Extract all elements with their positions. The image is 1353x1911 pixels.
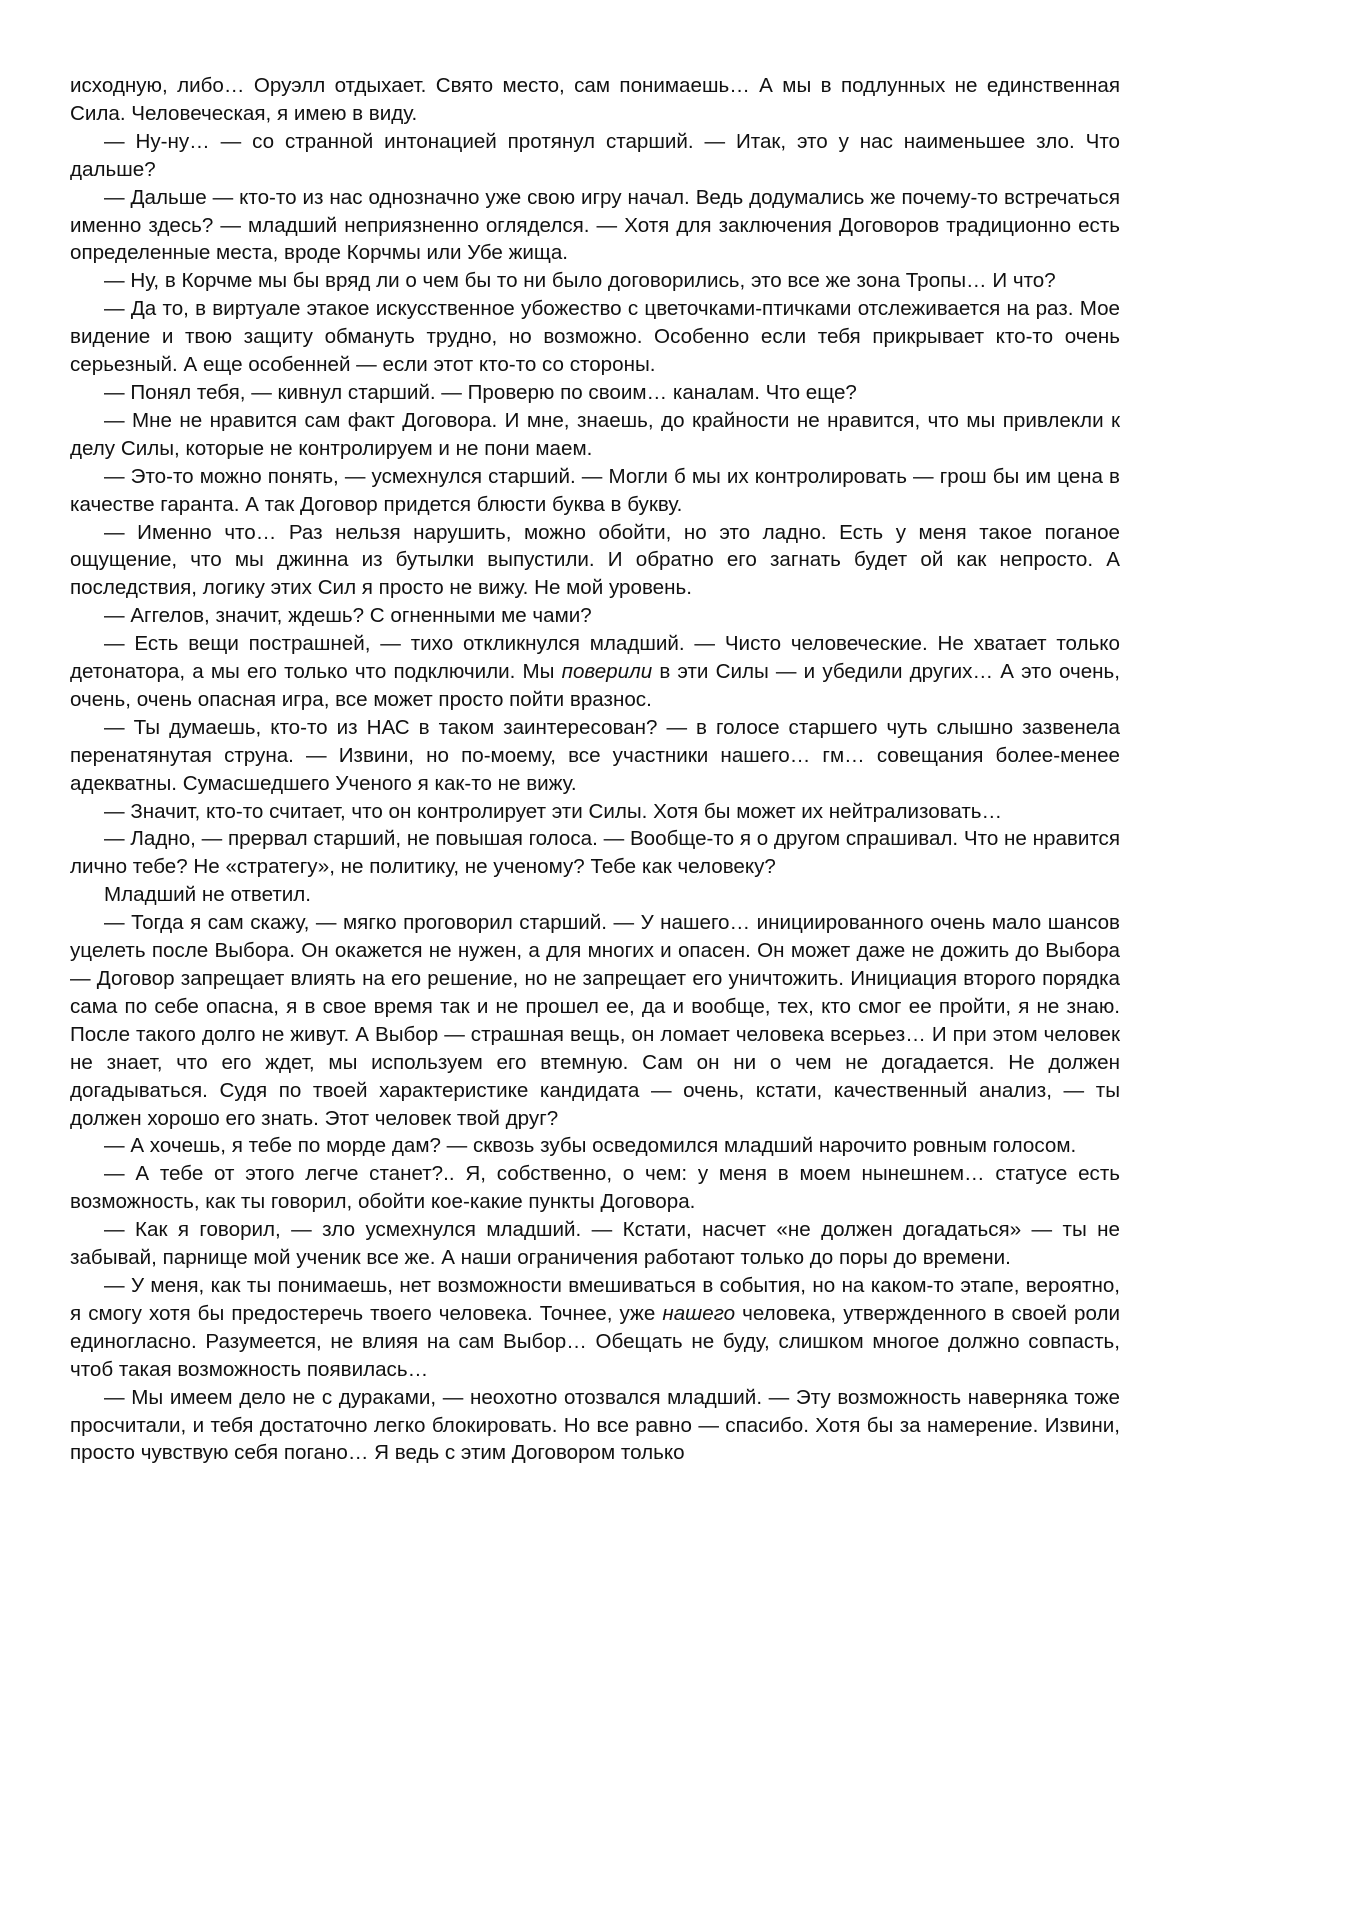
paragraph-8: — Это-то можно понять, — усмехнулся старший. — Могли б мы их контролировать — грош бы им цена в качестве гаранта. А так Договор придется блюсти буква в букву.: [70, 464, 1120, 516]
document-page: [70, 72, 1120, 1467]
paragraph-12: — Ты думаешь, кто-то из НАС в таком заинтересован? — в голосе старшего чуть слышно зазвенела перенатянутая струна. — Извини, но по-моему, все участники нашего… гм… совещания более-менее адекватны. Сумасшедшего Ученого я как-то не вижу.: [70, 715, 1120, 795]
paragraph-2: — Ну-ну… — со странной интонацией протянул старший. — Итак, это у нас наименьшее зло. Что дальше?: [70, 129, 1120, 181]
paragraph-3: — Дальше — кто-то из нас однозначно уже свою игру начал. Ведь додумались же почему-то встречаться именно здесь? — младший неприязненно огляделся. — Хотя для заключения Договоров традиционно есть определенные места, вроде Корчмы или Убе жища.: [70, 185, 1120, 265]
italic-word: поверили: [561, 660, 653, 684]
paragraph-9: — Именно что… Раз нельзя нарушить, можно обойти, но это ладно. Есть у меня такое поганое ощущение, что мы джинна из бутылки выпустили. И обратно его загнать будет ой как непросто. А последствия, логику этих Сил я просто не вижу. Не мой уровень.: [70, 520, 1120, 600]
paragraph-10: — Аггелов, значит, ждешь? С огненными ме чами?: [104, 604, 592, 628]
paragraph-16: — Тогда я сам скажу, — мягко проговорил старший. — У нашего… инициированного очень мало шансов уцелеть после Выбора. Он окажется не нужен, а для многих и опасен. Он может даже не дожить до Выбора — Договор запрещает влиять на его решение, но не запрещает его уничтожить. Инициация второго порядка сама по себе опасна, я в свое время так и не прошел ее, да и вообще, тех, кто смог ее пройти, я не знаю. После такого долго не живут. А Выбор — страшная вещь, он ломает человека всерьез… И при этом человек не знает, что его ждет, мы используем его втемную. Сам он ни о чем не догадается. Не должен догадываться. Судя по твоей характеристике кандидата — очень, кстати, качественный анализ, — ты должен хорошо его знать. Этот человек твой друг?: [70, 911, 1120, 1130]
paragraph-20: — У меня, как ты понимаешь, нет возможности вмешиваться в события, но на каком-то этапе, вероятно, я смогу хотя бы предостеречь твоего человека. Точнее, уже нашего человека, утвержденного в своей роли единогласно. Разумеется, не влияя на сам Выбор… Обещать не буду, слишком многое должно совпасть, чтоб такая возможность появилась…: [70, 1273, 1120, 1381]
paragraph-17: — А хочешь, я тебе по морде дам? — сквозь зубы осведомился младший нарочито ровным голосом.: [104, 1134, 1077, 1158]
paragraph-11: — Есть вещи пострашней, — тихо откликнулся младший. — Чисто человеческие. Не хватает только детонатора, а мы его только что подключили. Мы поверили в эти Силы — и убедили других… А это очень, очень, очень опасная игра, все может просто пойти вразнос.: [70, 632, 1121, 711]
paragraph-1: исходную, либо… Оруэлл отдыхает. Свято место, сам понимаешь… А мы в подлунных не единственная Сила. Человеческая, я имею в виду.: [70, 74, 1120, 125]
italic-word: нашего: [662, 1301, 736, 1325]
paragraph-15: Младший не ответил.: [104, 883, 312, 907]
paragraph-18: — А тебе от этого легче станет?.. Я, собственно, о чем: у меня в моем нынешнем… статусе есть возможность, как ты говорил, обойти кое-какие пункты Договора.: [70, 1162, 1120, 1214]
paragraph-4: — Ну, в Корчме мы бы вряд ли о чем бы то ни было договорились, это все же зона Тропы… И что?: [104, 269, 1056, 293]
paragraph-14: — Ладно, — прервал старший, не повышая голоса. — Вообще-то я о другом спрашивал. Что не нравится лично тебе? Не «стратегу», не политику, не ученому? Тебе как человеку?: [70, 827, 1120, 879]
paragraph-19: — Как я говорил, — зло усмехнулся младший. — Кстати, насчет «не должен догадаться» — ты не забывай, парнище мой ученик все же. А наши ограничения работают только до поры до времени.: [70, 1218, 1120, 1270]
paragraph-13: — Значит, кто-то считает, что он контролирует эти Силы. Хотя бы может их нейтрализовать…: [104, 799, 1003, 823]
paragraph-21: — Мы имеем дело не с дураками, — неохотно отозвался младший. — Эту возможность наверняка тоже просчитали, и тебя достаточно легко блокировать. Но все равно — спасибо. Хотя бы за намерение. Извини, просто чувствую себя погано… Я ведь с этим Договором только: [70, 1385, 1120, 1465]
paragraph-6: — Понял тебя, — кивнул старший. — Проверю по своим… каналам. Что еще?: [104, 380, 857, 404]
paragraph-7: — Мне не нравится сам факт Договора. И мне, знаешь, до крайности не нравится, что мы привлекли к делу Силы, которые не контролируем и не пони маем.: [70, 408, 1120, 460]
paragraph-5: — Да то, в виртуале этакое искусственное убожество с цветочками-птичками отслеживается на раз. Мое видение и твою защиту обмануть трудно, но возможно. Особенно если тебя прикрывает кто-то очень серьезный. А еще особенней — если этот кто-то со стороны.: [70, 297, 1120, 377]
